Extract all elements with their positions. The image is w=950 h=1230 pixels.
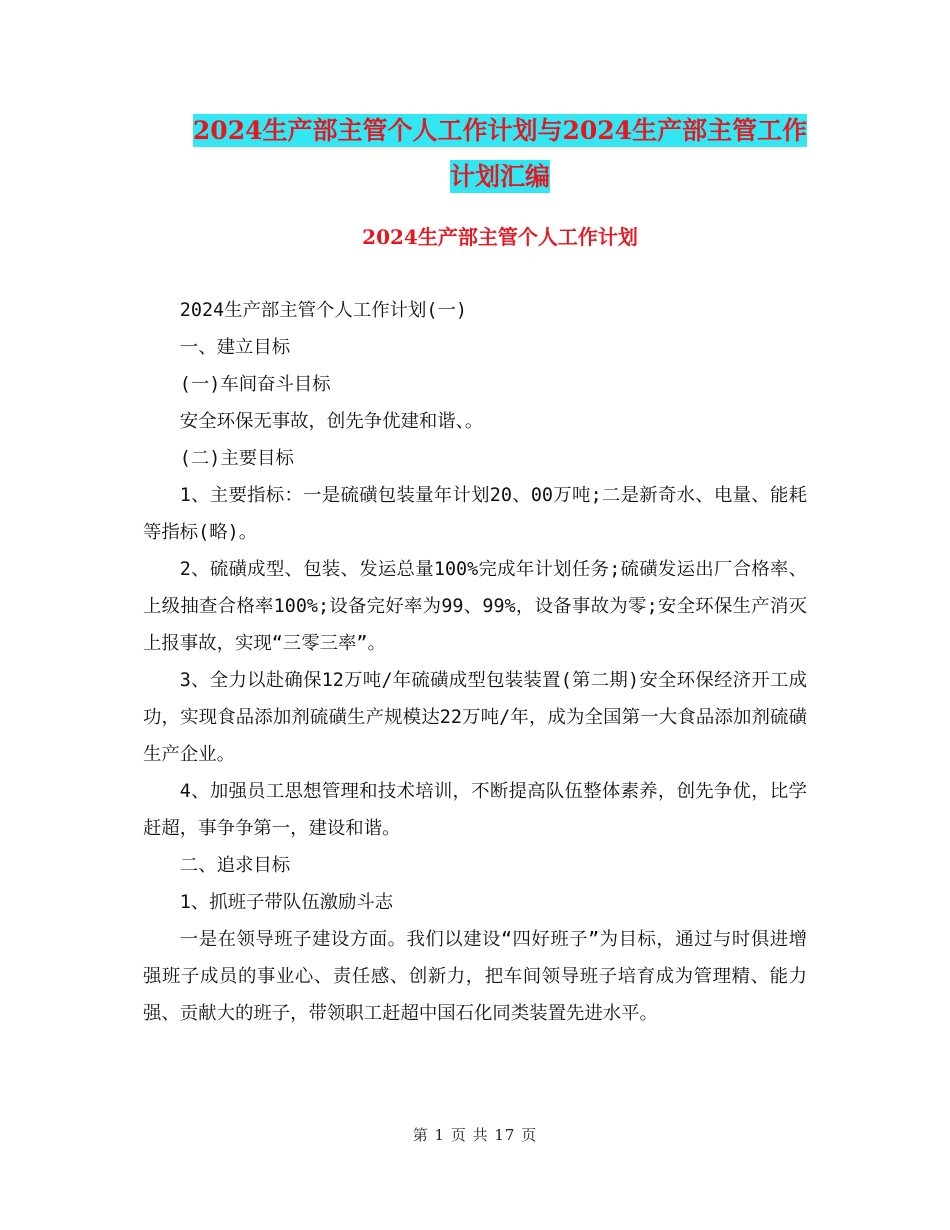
document-body xyxy=(143,292,807,1032)
section-title: 2024生产部主管个人工作计划 xyxy=(362,225,638,249)
page-number-footer: 第 1 页 共 17 页 xyxy=(412,1126,538,1144)
paragraph: 安全环保无事故，创先争优建和谐、。 xyxy=(179,411,484,432)
document-title-line-1: 2024生产部主管个人工作计划与2024生产部主管工作 xyxy=(192,116,808,145)
paragraph: 一是在领导班子建设方面。我们以建设“四好班子”为目标，通过与时俱进增强班子成员的事业心、责任感、创新力，把车间领导班子培育成为管理精、能力强、贡献大的班子，带领职工赶超中国石化同类装置先进水平。 xyxy=(143,929,807,1024)
paragraph: (二)主要目标 xyxy=(179,448,294,469)
paragraph: 二、追求目标 xyxy=(179,855,291,876)
paragraph: 2、硫磺成型、包装、发运总量100%完成年计划任务;硫磺发运出厂合格率、上级抽查合格率100%;设备完好率为99、99%，设备事故为零;安全环保生产消灭上报事故，实现“三零三率”。 xyxy=(143,559,807,654)
paragraph: (一)车间奋斗目标 xyxy=(179,374,331,395)
paragraph: 1、抓班子带队伍激励斗志 xyxy=(179,892,394,913)
paragraph: 一、建立目标 xyxy=(179,337,291,358)
paragraph: 1、主要指标：一是硫磺包装量年计划20、00万吨;二是新奇水、电量、能耗等指标(略)。 xyxy=(143,485,807,543)
document-title-line-2: 计划汇编 xyxy=(449,162,550,191)
paragraph: 4、加强员工思想管理和技术培训，不断提高队伍整体素养，创先争优，比学赶超，事争争第一，建设和谐。 xyxy=(143,781,807,839)
paragraph: 3、全力以赴确保12万吨/年硫磺成型包装装置(第二期)安全环保经济开工成功，实现食品添加剂硫磺生产规模达22万吨/年，成为全国第一大食品添加剂硫磺生产企业。 xyxy=(143,670,807,765)
paragraph: 2024生产部主管个人工作计划(一) xyxy=(179,300,467,321)
document-title xyxy=(120,108,880,200)
